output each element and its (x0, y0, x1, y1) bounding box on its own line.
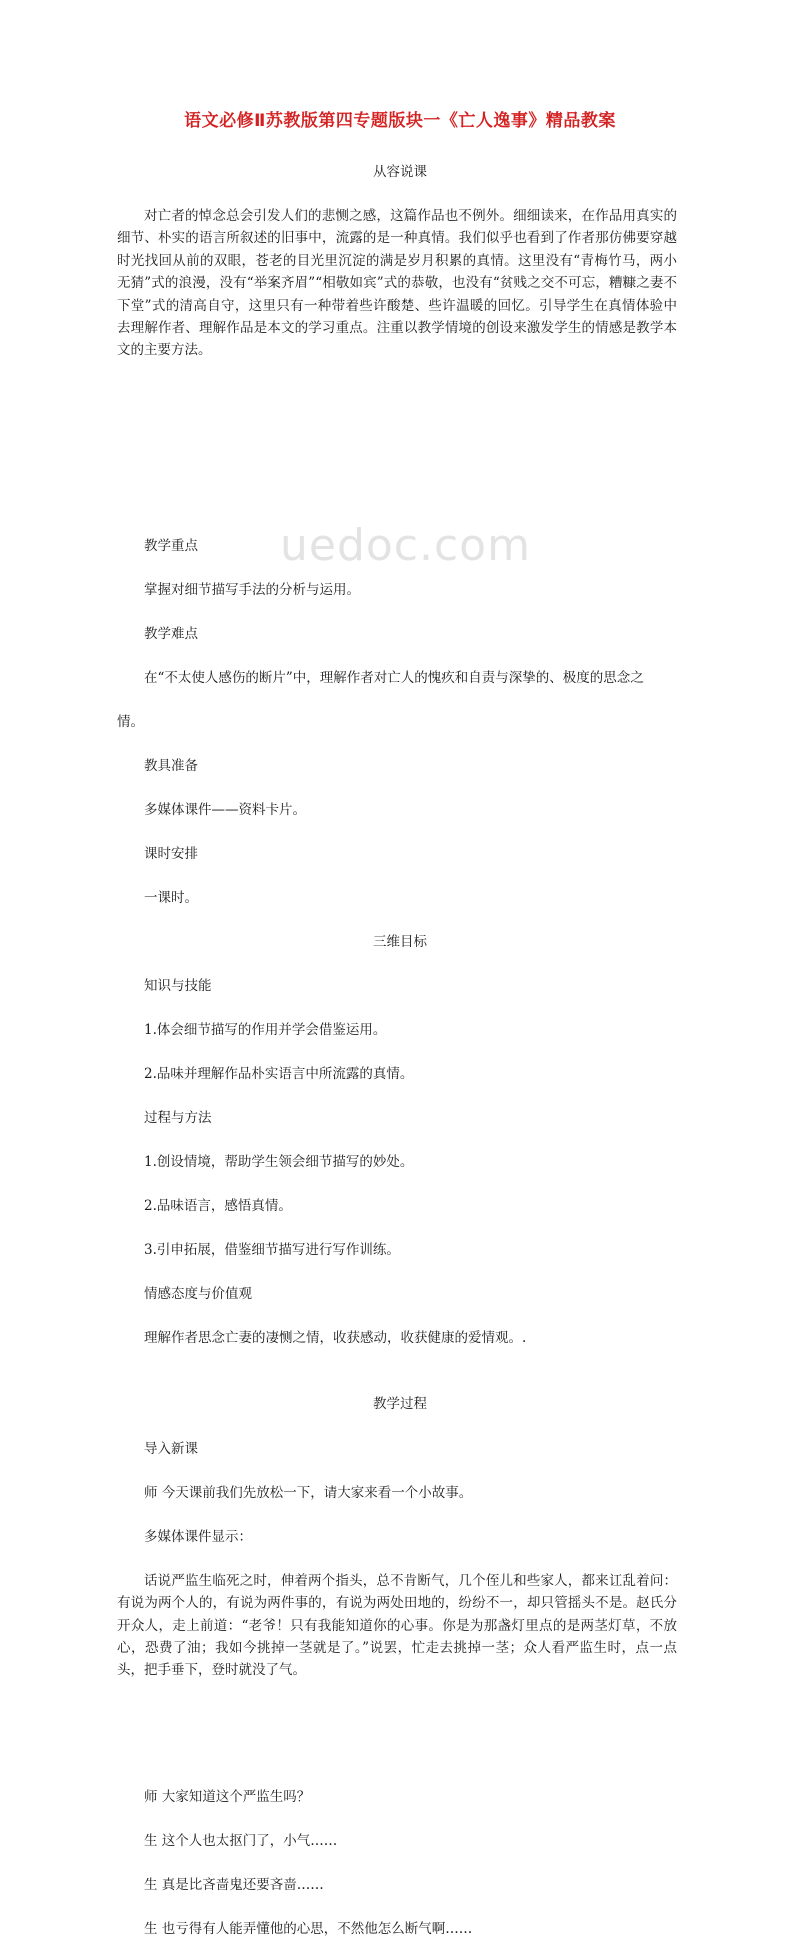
emotion-text: 理解作者思念亡妻的凄恻之情，收获感动，收获健康的爱情观。. (144, 1329, 527, 1346)
teacher-line: 师 今天课前我们先放松一下，请大家来看一个小故事。 (144, 1484, 473, 1501)
knowledge-item: 1.体会细节描写的作用并学会借鉴运用。 (144, 1021, 387, 1038)
section-heading-process: 教学过程 (373, 1395, 427, 1412)
schedule-label: 课时安排 (144, 845, 198, 862)
student-line: 生 也亏得有人能弄懂他的心思，不然他怎么断气啊…… (144, 1920, 473, 1937)
emotion-label: 情感态度与价值观 (144, 1285, 252, 1302)
key-point-label: 教学重点 (144, 537, 198, 554)
student-line: 生 真是比吝啬鬼还要吝啬…… (144, 1876, 324, 1893)
student-line: 生 这个人也太抠门了，小气…… (144, 1832, 338, 1849)
intro-lesson-label: 导入新课 (144, 1440, 198, 1457)
schedule-text: 一课时。 (144, 889, 198, 906)
tools-label: 教具准备 (144, 757, 198, 774)
process-label: 过程与方法 (144, 1109, 212, 1126)
story-paragraph: 话说严监生临死之时，伸着两个指头，总不肯断气，几个侄儿和些家人，都来讧乱着问：有说为两个人的，有说为两件事的，有说为两处田地的，纷纷不一，却只管摇头不是。赵氏分开众人，走上前道：“老爷！只有我能知道你的心事。你是为那盏灯里点的是两茎灯草，不放心，恐费了油；我如今挑掉一茎就是了。”说罢，忙走去挑掉一茎；众人看严监生时，点一点头，把手垂下，登时就没了气。 (117, 1572, 677, 1679)
difficulty-text-line2: 情。 (117, 713, 144, 730)
process-item: 3.引申拓展，借鉴细节描写进行写作训练。 (144, 1241, 400, 1258)
difficulty-label: 教学难点 (144, 625, 198, 642)
key-point-text: 掌握对细节描写手法的分析与运用。 (144, 581, 360, 598)
difficulty-text-line1: 在“不太使人感伤的断片”中，理解作者对亡人的愧疚和自责与深挚的、极度的思念之 (144, 669, 644, 686)
knowledge-label: 知识与技能 (144, 977, 212, 994)
section-heading-goals: 三维目标 (373, 933, 427, 950)
knowledge-item: 2.品味并理解作品朴实语言中所流露的真情。 (144, 1065, 414, 1082)
process-item: 2.品味语言，感悟真情。 (144, 1197, 292, 1214)
watermark: uedoc.com (280, 520, 531, 571)
process-item: 1.创设情境，帮助学生领会细节描写的妙处。 (144, 1153, 414, 1170)
teacher-line: 师 大家知道这个严监生吗？ (144, 1788, 311, 1805)
section-heading-shuoke: 从容说课 (373, 164, 427, 180)
tools-text: 多媒体课件——资料卡片。 (144, 801, 306, 818)
intro-paragraph: 对亡者的悼念总会引发人们的悲恻之感，这篇作品也不例外。细细读来，在作品用真实的细节、朴实的语言所叙述的旧事中，流露的是一种真情。我们似乎也看到了作者那仿佛要穿越时光找回从前的双眼，苍老的目光里沉淀的满是岁月积累的真情。这里没有“青梅竹马，两小无猜”式的浪漫，没有“举案齐眉”“相敬如宾”式的恭敬，也没有“贫贱之交不可忘，糟糠之妻不下堂”式的清高自守，这里只有一种带着些许酸楚、些许温暖的回忆。引导学生在真情体验中去理解作者、理解作品是本文的学习重点。注重以教学情境的创设来激发学生的情感是教学本文的主要方法。 (117, 208, 677, 359)
media-label: 多媒体课件显示： (144, 1528, 252, 1545)
document-title: 语文必修Ⅱ苏教版第四专题版块一《亡人逸事》精品教案 (184, 111, 616, 131)
